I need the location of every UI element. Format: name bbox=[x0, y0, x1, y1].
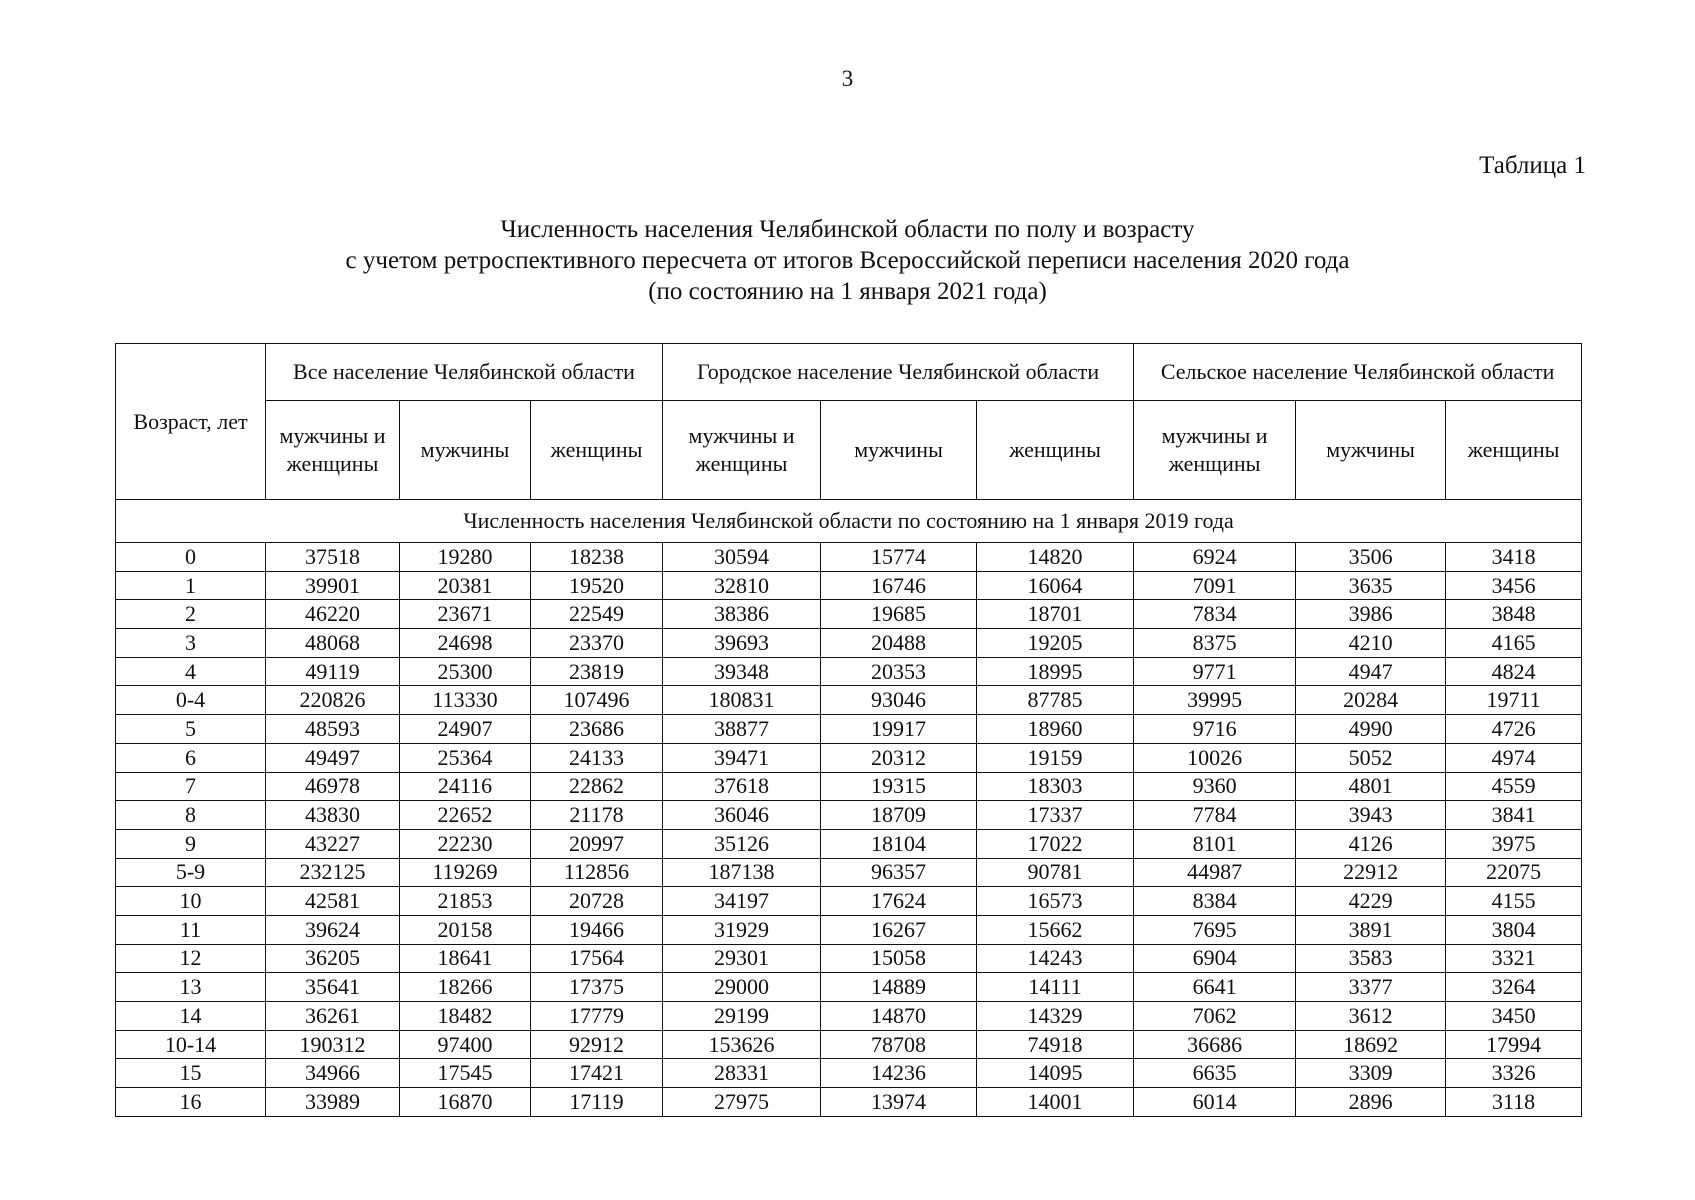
value-cell: 37618 bbox=[663, 772, 821, 801]
value-cell: 46978 bbox=[266, 772, 400, 801]
value-cell: 3975 bbox=[1446, 829, 1582, 858]
value-cell: 4210 bbox=[1296, 629, 1446, 658]
value-cell: 112856 bbox=[531, 858, 663, 887]
value-cell: 4229 bbox=[1296, 887, 1446, 916]
header-age: Возраст, лет bbox=[116, 344, 266, 500]
value-cell: 3848 bbox=[1446, 600, 1582, 629]
age-cell: 3 bbox=[116, 629, 266, 658]
age-cell: 1 bbox=[116, 571, 266, 600]
value-cell: 3841 bbox=[1446, 801, 1582, 830]
table-row bbox=[116, 944, 1582, 973]
header-urban-women: женщины bbox=[977, 401, 1134, 500]
value-cell: 180831 bbox=[663, 686, 821, 715]
value-cell: 49497 bbox=[266, 743, 400, 772]
value-cell: 7695 bbox=[1134, 915, 1296, 944]
table-row bbox=[116, 1088, 1582, 1117]
value-cell: 48068 bbox=[266, 629, 400, 658]
value-cell: 16870 bbox=[400, 1088, 531, 1117]
table-label: Таблица 1 bbox=[1479, 152, 1586, 179]
value-cell: 3321 bbox=[1446, 944, 1582, 973]
value-cell: 4990 bbox=[1296, 715, 1446, 744]
header-group-all: Все население Челябинской области bbox=[266, 344, 663, 401]
age-cell: 7 bbox=[116, 772, 266, 801]
value-cell: 3418 bbox=[1446, 543, 1582, 572]
value-cell: 36261 bbox=[266, 1002, 400, 1031]
value-cell: 23370 bbox=[531, 629, 663, 658]
value-cell: 48593 bbox=[266, 715, 400, 744]
table-row bbox=[116, 657, 1582, 686]
value-cell: 22912 bbox=[1296, 858, 1446, 887]
value-cell: 39901 bbox=[266, 571, 400, 600]
value-cell: 187138 bbox=[663, 858, 821, 887]
value-cell: 3583 bbox=[1296, 944, 1446, 973]
value-cell: 4947 bbox=[1296, 657, 1446, 686]
header-all-men: мужчины bbox=[400, 401, 531, 500]
value-cell: 16267 bbox=[821, 915, 977, 944]
value-cell: 20728 bbox=[531, 887, 663, 916]
value-cell: 3456 bbox=[1446, 571, 1582, 600]
table-title bbox=[0, 214, 1695, 307]
value-cell: 18709 bbox=[821, 801, 977, 830]
value-cell: 3450 bbox=[1446, 1002, 1582, 1031]
value-cell: 4126 bbox=[1296, 829, 1446, 858]
value-cell: 43227 bbox=[266, 829, 400, 858]
value-cell: 42581 bbox=[266, 887, 400, 916]
value-cell: 36686 bbox=[1134, 1030, 1296, 1059]
value-cell: 14095 bbox=[977, 1059, 1134, 1088]
value-cell: 3264 bbox=[1446, 973, 1582, 1002]
value-cell: 19280 bbox=[400, 543, 531, 572]
value-cell: 18266 bbox=[400, 973, 531, 1002]
value-cell: 29000 bbox=[663, 973, 821, 1002]
value-cell: 153626 bbox=[663, 1030, 821, 1059]
value-cell: 14243 bbox=[977, 944, 1134, 973]
value-cell: 190312 bbox=[266, 1030, 400, 1059]
value-cell: 24133 bbox=[531, 743, 663, 772]
value-cell: 15774 bbox=[821, 543, 977, 572]
value-cell: 14111 bbox=[977, 973, 1134, 1002]
table-row bbox=[116, 829, 1582, 858]
value-cell: 19466 bbox=[531, 915, 663, 944]
value-cell: 96357 bbox=[821, 858, 977, 887]
page-number: 3 bbox=[841, 66, 854, 91]
value-cell: 21853 bbox=[400, 887, 531, 916]
section-title: Численность населения Челябинской области по состоянию на 1 января 2019 года bbox=[116, 500, 1582, 543]
value-cell: 4165 bbox=[1446, 629, 1582, 658]
value-cell: 14889 bbox=[821, 973, 977, 1002]
table-row bbox=[116, 973, 1582, 1002]
value-cell: 24698 bbox=[400, 629, 531, 658]
value-cell: 18960 bbox=[977, 715, 1134, 744]
value-cell: 14820 bbox=[977, 543, 1134, 572]
value-cell: 4559 bbox=[1446, 772, 1582, 801]
value-cell: 43830 bbox=[266, 801, 400, 830]
header-group-urban: Городское население Челябинской области bbox=[663, 344, 1134, 401]
table-row bbox=[116, 600, 1582, 629]
value-cell: 14236 bbox=[821, 1059, 977, 1088]
age-cell: 6 bbox=[116, 743, 266, 772]
header-urban-both: мужчины и женщины bbox=[663, 401, 821, 500]
value-cell: 39995 bbox=[1134, 686, 1296, 715]
title-line-2: с учетом ретроспективного пересчета от итогов Всероссийской переписи населения 2020 года bbox=[345, 247, 1350, 274]
value-cell: 25300 bbox=[400, 657, 531, 686]
value-cell: 30594 bbox=[663, 543, 821, 572]
table-row bbox=[116, 772, 1582, 801]
value-cell: 39624 bbox=[266, 915, 400, 944]
value-cell: 19917 bbox=[821, 715, 977, 744]
value-cell: 44987 bbox=[1134, 858, 1296, 887]
value-cell: 34197 bbox=[663, 887, 821, 916]
age-cell: 0 bbox=[116, 543, 266, 572]
header-rural-women: женщины bbox=[1446, 401, 1582, 500]
value-cell: 19205 bbox=[977, 629, 1134, 658]
age-cell: 2 bbox=[116, 600, 266, 629]
age-cell: 13 bbox=[116, 973, 266, 1002]
value-cell: 3612 bbox=[1296, 1002, 1446, 1031]
value-cell: 8384 bbox=[1134, 887, 1296, 916]
value-cell: 17564 bbox=[531, 944, 663, 973]
value-cell: 20158 bbox=[400, 915, 531, 944]
value-cell: 32810 bbox=[663, 571, 821, 600]
value-cell: 36046 bbox=[663, 801, 821, 830]
value-cell: 38386 bbox=[663, 600, 821, 629]
age-cell: 5-9 bbox=[116, 858, 266, 887]
value-cell: 17624 bbox=[821, 887, 977, 916]
value-cell: 3891 bbox=[1296, 915, 1446, 944]
value-cell: 3986 bbox=[1296, 600, 1446, 629]
age-cell: 0-4 bbox=[116, 686, 266, 715]
header-urban-men: мужчины bbox=[821, 401, 977, 500]
value-cell: 4726 bbox=[1446, 715, 1582, 744]
table-row bbox=[116, 686, 1582, 715]
value-cell: 49119 bbox=[266, 657, 400, 686]
value-cell: 18692 bbox=[1296, 1030, 1446, 1059]
value-cell: 3326 bbox=[1446, 1059, 1582, 1088]
value-cell: 35126 bbox=[663, 829, 821, 858]
value-cell: 14001 bbox=[977, 1088, 1134, 1117]
table-row bbox=[116, 715, 1582, 744]
value-cell: 3804 bbox=[1446, 915, 1582, 944]
value-cell: 16573 bbox=[977, 887, 1134, 916]
value-cell: 20353 bbox=[821, 657, 977, 686]
value-cell: 2896 bbox=[1296, 1088, 1446, 1117]
value-cell: 5052 bbox=[1296, 743, 1446, 772]
value-cell: 29301 bbox=[663, 944, 821, 973]
value-cell: 22075 bbox=[1446, 858, 1582, 887]
value-cell: 38877 bbox=[663, 715, 821, 744]
value-cell: 15662 bbox=[977, 915, 1134, 944]
age-cell: 14 bbox=[116, 1002, 266, 1031]
value-cell: 18701 bbox=[977, 600, 1134, 629]
age-cell: 5 bbox=[116, 715, 266, 744]
value-cell: 232125 bbox=[266, 858, 400, 887]
value-cell: 37518 bbox=[266, 543, 400, 572]
value-cell: 28331 bbox=[663, 1059, 821, 1088]
value-cell: 4824 bbox=[1446, 657, 1582, 686]
value-cell: 3377 bbox=[1296, 973, 1446, 1002]
value-cell: 10026 bbox=[1134, 743, 1296, 772]
value-cell: 87785 bbox=[977, 686, 1134, 715]
value-cell: 25364 bbox=[400, 743, 531, 772]
table-row bbox=[116, 629, 1582, 658]
value-cell: 17545 bbox=[400, 1059, 531, 1088]
value-cell: 18303 bbox=[977, 772, 1134, 801]
value-cell: 20284 bbox=[1296, 686, 1446, 715]
value-cell: 113330 bbox=[400, 686, 531, 715]
value-cell: 7784 bbox=[1134, 801, 1296, 830]
value-cell: 29199 bbox=[663, 1002, 821, 1031]
value-cell: 20312 bbox=[821, 743, 977, 772]
value-cell: 22549 bbox=[531, 600, 663, 629]
age-cell: 10-14 bbox=[116, 1030, 266, 1059]
value-cell: 6635 bbox=[1134, 1059, 1296, 1088]
value-cell: 46220 bbox=[266, 600, 400, 629]
value-cell: 13974 bbox=[821, 1088, 977, 1117]
value-cell: 3506 bbox=[1296, 543, 1446, 572]
value-cell: 3118 bbox=[1446, 1088, 1582, 1117]
value-cell: 39348 bbox=[663, 657, 821, 686]
table-row bbox=[116, 571, 1582, 600]
value-cell: 93046 bbox=[821, 686, 977, 715]
age-cell: 11 bbox=[116, 915, 266, 944]
age-cell: 10 bbox=[116, 887, 266, 916]
value-cell: 23686 bbox=[531, 715, 663, 744]
value-cell: 6904 bbox=[1134, 944, 1296, 973]
header-group-rural: Сельское население Челябинской области bbox=[1134, 344, 1582, 401]
value-cell: 97400 bbox=[400, 1030, 531, 1059]
value-cell: 78708 bbox=[821, 1030, 977, 1059]
header-all-women: женщины bbox=[531, 401, 663, 500]
value-cell: 22230 bbox=[400, 829, 531, 858]
value-cell: 23819 bbox=[531, 657, 663, 686]
value-cell: 3635 bbox=[1296, 571, 1446, 600]
value-cell: 20997 bbox=[531, 829, 663, 858]
value-cell: 107496 bbox=[531, 686, 663, 715]
table-row bbox=[116, 887, 1582, 916]
value-cell: 17022 bbox=[977, 829, 1134, 858]
value-cell: 19315 bbox=[821, 772, 977, 801]
value-cell: 24116 bbox=[400, 772, 531, 801]
value-cell: 15058 bbox=[821, 944, 977, 973]
table-row bbox=[116, 543, 1582, 572]
value-cell: 17375 bbox=[531, 973, 663, 1002]
value-cell: 17779 bbox=[531, 1002, 663, 1031]
value-cell: 18641 bbox=[400, 944, 531, 973]
value-cell: 90781 bbox=[977, 858, 1134, 887]
age-cell: 15 bbox=[116, 1059, 266, 1088]
header-rural-men: мужчины bbox=[1296, 401, 1446, 500]
table-body bbox=[116, 543, 1582, 1117]
header-rural-both: мужчины и женщины bbox=[1134, 401, 1296, 500]
value-cell: 22652 bbox=[400, 801, 531, 830]
value-cell: 20488 bbox=[821, 629, 977, 658]
value-cell: 14329 bbox=[977, 1002, 1134, 1031]
table-row bbox=[116, 915, 1582, 944]
value-cell: 18995 bbox=[977, 657, 1134, 686]
value-cell: 92912 bbox=[531, 1030, 663, 1059]
value-cell: 34966 bbox=[266, 1059, 400, 1088]
title-line-3: (по состоянию на 1 января 2021 года) bbox=[648, 278, 1047, 305]
value-cell: 9771 bbox=[1134, 657, 1296, 686]
value-cell: 31929 bbox=[663, 915, 821, 944]
population-table bbox=[115, 343, 1582, 1117]
value-cell: 8375 bbox=[1134, 629, 1296, 658]
value-cell: 19520 bbox=[531, 571, 663, 600]
value-cell: 16064 bbox=[977, 571, 1134, 600]
value-cell: 17119 bbox=[531, 1088, 663, 1117]
table-row bbox=[116, 1059, 1582, 1088]
value-cell: 22862 bbox=[531, 772, 663, 801]
value-cell: 19159 bbox=[977, 743, 1134, 772]
table-row bbox=[116, 743, 1582, 772]
value-cell: 35641 bbox=[266, 973, 400, 1002]
age-cell: 12 bbox=[116, 944, 266, 973]
age-cell: 16 bbox=[116, 1088, 266, 1117]
title-line-1: Численность населения Челябинской области по полу и возрасту bbox=[500, 216, 1195, 243]
value-cell: 4155 bbox=[1446, 887, 1582, 916]
value-cell: 7062 bbox=[1134, 1002, 1296, 1031]
value-cell: 3309 bbox=[1296, 1059, 1446, 1088]
table-row bbox=[116, 1002, 1582, 1031]
value-cell: 19685 bbox=[821, 600, 977, 629]
value-cell: 119269 bbox=[400, 858, 531, 887]
value-cell: 24907 bbox=[400, 715, 531, 744]
table-row bbox=[116, 858, 1582, 887]
value-cell: 6641 bbox=[1134, 973, 1296, 1002]
value-cell: 19711 bbox=[1446, 686, 1582, 715]
value-cell: 39471 bbox=[663, 743, 821, 772]
value-cell: 36205 bbox=[266, 944, 400, 973]
value-cell: 6014 bbox=[1134, 1088, 1296, 1117]
value-cell: 23671 bbox=[400, 600, 531, 629]
value-cell: 4974 bbox=[1446, 743, 1582, 772]
value-cell: 16746 bbox=[821, 571, 977, 600]
value-cell: 14870 bbox=[821, 1002, 977, 1031]
value-cell: 17994 bbox=[1446, 1030, 1582, 1059]
value-cell: 17421 bbox=[531, 1059, 663, 1088]
value-cell: 74918 bbox=[977, 1030, 1134, 1059]
value-cell: 17337 bbox=[977, 801, 1134, 830]
value-cell: 18482 bbox=[400, 1002, 531, 1031]
header-all-both: мужчины и женщины bbox=[266, 401, 400, 500]
value-cell: 7091 bbox=[1134, 571, 1296, 600]
value-cell: 9716 bbox=[1134, 715, 1296, 744]
value-cell: 7834 bbox=[1134, 600, 1296, 629]
table-row bbox=[116, 801, 1582, 830]
value-cell: 20381 bbox=[400, 571, 531, 600]
value-cell: 220826 bbox=[266, 686, 400, 715]
value-cell: 3943 bbox=[1296, 801, 1446, 830]
table-row bbox=[116, 1030, 1582, 1059]
value-cell: 9360 bbox=[1134, 772, 1296, 801]
value-cell: 18104 bbox=[821, 829, 977, 858]
value-cell: 6924 bbox=[1134, 543, 1296, 572]
value-cell: 27975 bbox=[663, 1088, 821, 1117]
value-cell: 21178 bbox=[531, 801, 663, 830]
age-cell: 9 bbox=[116, 829, 266, 858]
value-cell: 4801 bbox=[1296, 772, 1446, 801]
age-cell: 8 bbox=[116, 801, 266, 830]
value-cell: 33989 bbox=[266, 1088, 400, 1117]
value-cell: 8101 bbox=[1134, 829, 1296, 858]
value-cell: 18238 bbox=[531, 543, 663, 572]
age-cell: 4 bbox=[116, 657, 266, 686]
value-cell: 39693 bbox=[663, 629, 821, 658]
